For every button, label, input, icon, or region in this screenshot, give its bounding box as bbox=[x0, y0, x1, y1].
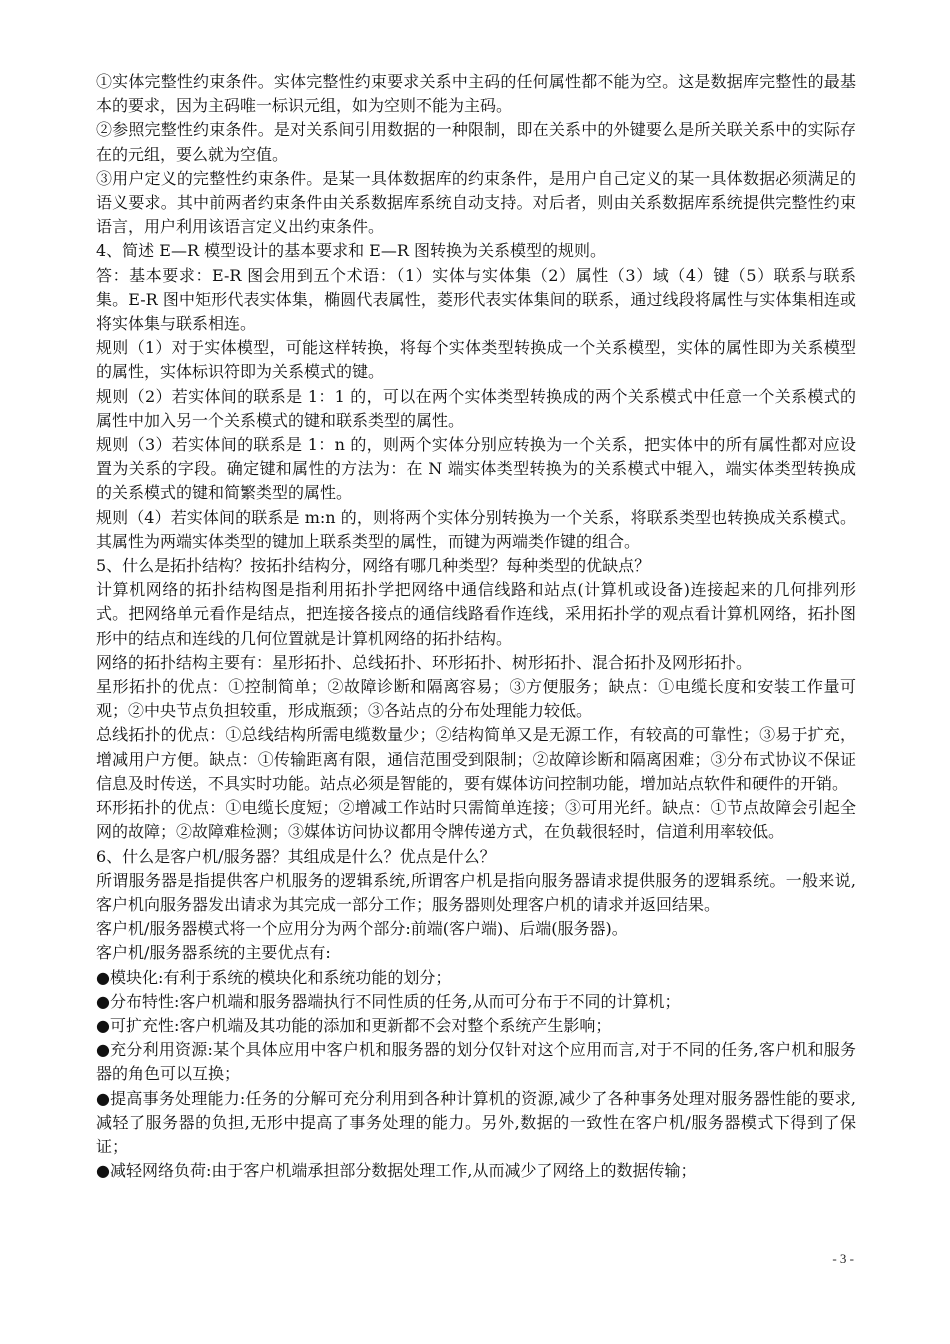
rule-4-paragraph: 规则（4）若实体间的联系是 m:n 的，则将两个实体分别转换为一个关系，将联系类型也转换成关系模式。其属性为两端实体类型的键加上联系类型的属性，而键为两端类作键的组合。 bbox=[96, 507, 856, 551]
client-server-parts-paragraph: 客户机/服务器模式将一个应用分为两个部分:前端(客户端)、后端(服务器)。 bbox=[96, 919, 628, 939]
rule-3-paragraph: 规则（3）若实体间的联系是 1：n 的，则两个实体分别应转换为一个关系，把实体中的所有属性都对应设置为关系的字段。确定键和属性的方法为：在 N 端实体类型转换为的关系模式中辊入，端实体类型转换成的关系模式的键和简繁类型的属性。 bbox=[96, 435, 856, 503]
ring-topology-paragraph: 环形拓扑的优点：①电缆长度短；②增减工作站时只需简单连接；③可用光纤。缺点：①节点故障会引起全网的故障；②故障难检测；③媒体访问协议都用令牌传递方式，在负载很轻时，信道利用率较低。 bbox=[96, 798, 856, 842]
advantage-network-load-item: ●减轻网络负荷:由于客户机端承担部分数据处理工作,从而减少了网络上的数据传输； bbox=[96, 1161, 697, 1181]
bus-topology-paragraph: 总线拓扑的优点：①总线结构所需电缆数量少；②结构简单又是无源工作，有较高的可靠性；③易于扩充，增减用户方便。缺点：①传输距离有限，通信范围受到限制；②故障诊断和隔离困难；③分布式协议不保证信息及时传送，不具实时功能。站点必须是智能的，要有媒体访问控制功能，增加站点软件和硬件的开销。 bbox=[96, 725, 856, 793]
advantage-resource-utilization-item: ●充分利用资源:某个具体应用中客户机和服务器的划分仅针对这个应用而言,对于不同的任务,客户机和服务器的角色可以互换； bbox=[96, 1040, 856, 1084]
question-5-heading: 5、什么是拓扑结构？按拓扑结构分，网络有哪几种类型？每种类型的优缺点？ bbox=[96, 556, 651, 576]
rule-2-paragraph: 规则（2）若实体间的联系是 1：1 的，可以在两个实体类型转换成的两个关系模式中任意一个关系模式的属性中加入另一个关系模式的键和联系类型的属性。 bbox=[96, 386, 856, 430]
paragraph-user-defined-integrity: ③用户定义的完整性约束条件。是某一具体数据库的约束条件，是用户自己定义的某一具体数据必须满足的语义要求。其中前两者约束条件由关系数据库系统自动支持。对后者，则由关系数据库系统提供完整性约束语言，用户利用该语言定义出约束条件。 bbox=[96, 168, 856, 237]
paragraph-entity-integrity: ①实体完整性约束条件。实体完整性约束要求关系中主码的任何属性都不能为空。这是数据库完整性的最基本的要求，因为主码唯一标识元组，如为空则不能为主码。 bbox=[96, 72, 856, 116]
question-4-heading: 4、简述 E—R 模型设计的基本要求和 E—R 图转换为关系模型的规则。 bbox=[96, 241, 606, 261]
star-topology-paragraph: 星形拓扑的优点：①控制简单；②故障诊断和隔离容易；③方便服务；缺点：①电缆长度和安装工作量可观；②中央节点负担较重，形成瓶颈；③各站点的分布处理能力较低。 bbox=[96, 677, 856, 721]
advantage-scalability-item: ●可扩充性:客户机端及其功能的添加和更新都不会对整个系统产生影响； bbox=[96, 1015, 612, 1035]
question-6-heading: 6、什么是客户机/服务器？其组成是什么？优点是什么？ bbox=[96, 846, 496, 866]
page-number: - 3 - bbox=[832, 1251, 854, 1266]
advantage-distribution-item: ●分布特性:客户机端和服务器端执行不同性质的任务,从而可分布于不同的计算机； bbox=[96, 991, 681, 1011]
rule-1-paragraph: 规则（1）对于实体模型，可能这样转换，将每个实体类型转换成一个关系模型，实体的属性即为关系模型的属性，实体标识符即为关系模式的键。 bbox=[96, 338, 856, 382]
advantage-modularity-item: ●模块化:有利于系统的模块化和系统功能的划分； bbox=[96, 967, 452, 987]
paragraph-referential-integrity: ②参照完整性约束条件。是对关系间引用数据的一种限制，即在关系中的外键要么是所关联关系中的实际存在的元组，要么就为空值。 bbox=[96, 120, 856, 164]
answer-4-basic-requirements: 答：基本要求：E-R 图会用到五个术语：（1）实体与实体集（2）属性（3）域（4）键（5）联系与联系集。E-R 图中矩形代表实体集，椭圆代表属性，菱形代表实体集间的联系，通过线段将属性与实体集相连或将实体集与联系相连。 bbox=[96, 265, 856, 334]
advantage-transaction-processing-item: ●提高事务处理能力:任务的分解可充分利用到各种计算机的资源,减少了各种事务处理对服务器性能的要求,减轻了服务器的负担,无形中提高了事务处理的能力。另外,数据的一致性在客户机/服务器模式下得到了保证； bbox=[96, 1088, 856, 1156]
document-body bbox=[96, 70, 856, 1183]
client-server-definition-paragraph: 所谓服务器是指提供客户机服务的逻辑系统,所谓客户机是指向服务器请求提供服务的逻辑系统。一般来说,客户机向服务器发出请求为其完成一部分工作；服务器则处理客户机的请求并返回结果。 bbox=[96, 870, 856, 914]
topology-definition-paragraph: 计算机网络的拓扑结构图是指利用拓扑学把网络中通信线路和站点(计算机或设备)连接起来的几何排列形式。把网络单元看作是结点，把连接各接点的通信线路看作连线，采用拓扑学的观点看计算机网络，拓扑图形中的结点和连线的几何位置就是计算机网络的拓扑结构。 bbox=[96, 580, 856, 648]
client-server-advantages-intro: 客户机/服务器系统的主要优点有: bbox=[96, 943, 331, 963]
topology-types-paragraph: 网络的拓扑结构主要有：星形拓扑、总线拓扑、环形拓扑、树形拓扑、混合拓扑及网形拓扑。 bbox=[96, 652, 753, 672]
